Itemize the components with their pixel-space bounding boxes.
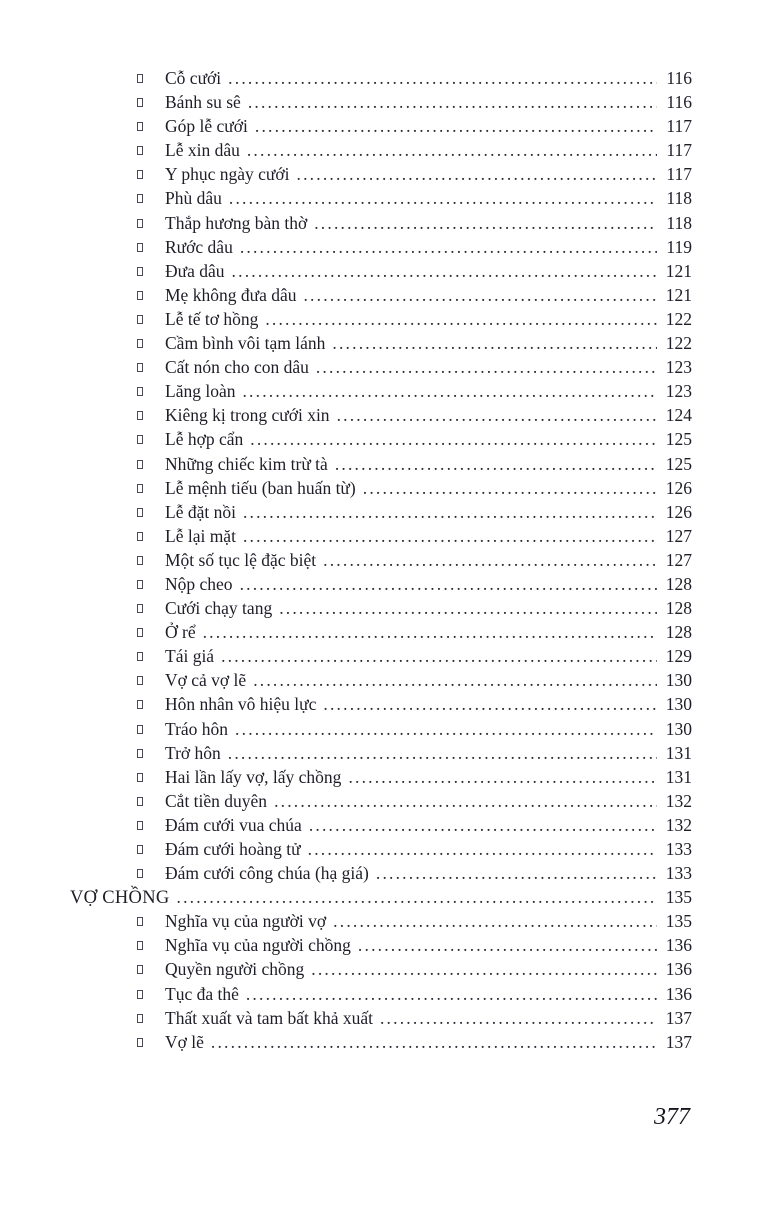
- square-bullet-icon: [137, 309, 165, 330]
- toc-row: [70, 164, 692, 188]
- toc-item-title: Ở rể: [165, 622, 196, 643]
- toc-item-page: 132: [665, 790, 692, 811]
- square-bullet-icon: [137, 285, 165, 306]
- toc-item-page: 122: [665, 308, 692, 329]
- page-number: 377: [654, 1104, 690, 1130]
- toc-row: [70, 670, 692, 694]
- dot-leader: [211, 1032, 657, 1053]
- toc-row: [70, 574, 692, 598]
- square-bullet-icon: [137, 719, 165, 740]
- toc-item-page: 135: [665, 887, 692, 908]
- toc-row: [70, 140, 692, 164]
- dot-leader: [309, 815, 657, 836]
- toc-row: [70, 694, 692, 718]
- square-bullet-icon: [137, 140, 165, 161]
- toc-item-page: 125: [665, 453, 692, 474]
- toc-item-title: Nộp cheo: [165, 573, 233, 594]
- toc-item-page: 117: [666, 116, 692, 137]
- toc-row: [70, 116, 692, 140]
- square-bullet-icon: [137, 598, 165, 619]
- toc-row: [70, 911, 692, 935]
- toc-row: [70, 984, 692, 1008]
- dot-leader: [228, 743, 657, 764]
- dot-leader: [279, 598, 657, 619]
- toc-row: [70, 478, 692, 502]
- dot-leader: [255, 116, 657, 137]
- toc-row: [70, 863, 692, 887]
- toc-row: [70, 598, 692, 622]
- toc-row: [70, 1008, 692, 1032]
- toc-item-title: Đám cưới vua chúa: [165, 814, 302, 835]
- square-bullet-icon: [137, 357, 165, 378]
- toc-item-title: Phù dâu: [165, 188, 222, 209]
- toc-row: [70, 1032, 692, 1056]
- dot-leader: [240, 237, 657, 258]
- dot-leader: [203, 622, 657, 643]
- square-bullet-icon: [137, 405, 165, 426]
- dot-leader: [358, 935, 657, 956]
- toc-item-page: 133: [665, 863, 692, 884]
- toc-item-page: 123: [665, 381, 692, 402]
- toc-item-title: Hai lần lấy vợ, lấy chồng: [165, 766, 342, 787]
- toc-row: [70, 237, 692, 261]
- toc-item-title: Vợ cả vợ lẽ: [165, 670, 247, 691]
- toc-item-page: 127: [665, 525, 692, 546]
- square-bullet-icon: [137, 1008, 165, 1029]
- dot-leader: [243, 526, 657, 547]
- dot-leader: [177, 887, 657, 908]
- toc-row: [70, 285, 692, 309]
- toc-item-page: 128: [665, 622, 692, 643]
- toc-item-page: 130: [665, 670, 692, 691]
- dot-leader: [228, 68, 657, 89]
- square-bullet-icon: [137, 935, 165, 956]
- square-bullet-icon: [137, 646, 165, 667]
- square-bullet-icon: [137, 743, 165, 764]
- square-bullet-icon: [137, 478, 165, 499]
- dot-leader: [246, 984, 657, 1005]
- square-bullet-icon: [137, 694, 165, 715]
- dot-leader: [363, 478, 657, 499]
- toc-item-title: Kiêng kị trong cưới xin: [165, 405, 330, 426]
- toc-item-title: Lăng loàn: [165, 381, 236, 402]
- toc-item-page: 124: [665, 405, 692, 426]
- toc-row: [70, 959, 692, 983]
- dot-leader: [248, 92, 657, 113]
- square-bullet-icon: [137, 92, 165, 113]
- toc-item-title: Cất nón cho con dâu: [165, 357, 309, 378]
- toc-item-title: Thắp hương bàn thờ: [165, 212, 308, 233]
- toc-item-title: Góp lễ cưới: [165, 116, 248, 137]
- toc-item-page: 130: [665, 694, 692, 715]
- square-bullet-icon: [137, 550, 165, 571]
- toc-row: [70, 454, 692, 478]
- toc-item-page: 119: [666, 236, 692, 257]
- dot-leader: [229, 188, 657, 209]
- square-bullet-icon: [137, 502, 165, 523]
- toc-row: [70, 526, 692, 550]
- square-bullet-icon: [137, 574, 165, 595]
- dot-leader: [323, 550, 657, 571]
- toc-item-title: Lễ đặt nồi: [165, 501, 236, 522]
- toc-row: [70, 622, 692, 646]
- square-bullet-icon: [137, 526, 165, 547]
- toc-item-title: Cỗ cưới: [165, 68, 222, 88]
- toc-item-page: 117: [666, 164, 692, 185]
- square-bullet-icon: [137, 1032, 165, 1053]
- toc-item-page: 126: [665, 477, 692, 498]
- toc-row: [70, 815, 692, 839]
- toc-row: [70, 839, 692, 863]
- dot-leader: [250, 429, 657, 450]
- toc-row: [70, 791, 692, 815]
- square-bullet-icon: [137, 116, 165, 137]
- toc-row: [70, 333, 692, 357]
- toc-item-title: Đám cưới hoàng tử: [165, 839, 301, 859]
- toc-item-page: 116: [666, 68, 692, 88]
- toc-row: [70, 68, 692, 92]
- toc-item-page: 136: [665, 959, 692, 980]
- toc-item-title: Nghĩa vụ của người vợ: [165, 911, 327, 932]
- dot-leader: [376, 863, 657, 884]
- dot-leader: [247, 140, 657, 161]
- toc-item-page: 128: [665, 573, 692, 594]
- square-bullet-icon: [137, 237, 165, 258]
- dot-leader: [323, 694, 657, 715]
- toc-item-page: 131: [665, 742, 692, 763]
- toc-item-page: 132: [665, 814, 692, 835]
- toc-item-title: Trở hôn: [165, 742, 221, 763]
- toc-row: [70, 719, 692, 743]
- square-bullet-icon: [137, 68, 165, 89]
- toc-item-title: Hôn nhân vô hiệu lực: [165, 694, 317, 715]
- square-bullet-icon: [137, 959, 165, 980]
- toc-row: [70, 92, 692, 116]
- dot-leader: [240, 574, 657, 595]
- dot-leader: [348, 767, 657, 788]
- toc-item-title: VỢ CHỒNG: [70, 888, 170, 909]
- toc-item-page: 125: [665, 429, 692, 450]
- toc-item-page: 136: [665, 935, 692, 956]
- dot-leader: [308, 839, 657, 860]
- square-bullet-icon: [137, 670, 165, 691]
- dot-leader: [333, 911, 657, 932]
- toc-item-title: Cầm bình vôi tạm lánh: [165, 333, 326, 354]
- toc-item-title: Cắt tiền duyên: [165, 790, 268, 811]
- toc-item-page: 118: [666, 212, 692, 233]
- toc-row: [70, 502, 692, 526]
- toc-row: [70, 429, 692, 453]
- dot-leader: [311, 959, 657, 980]
- toc-item-page: 121: [665, 284, 692, 305]
- dot-leader: [297, 164, 657, 185]
- toc-row: [70, 357, 692, 381]
- toc-row: [70, 743, 692, 767]
- square-bullet-icon: [137, 911, 165, 932]
- toc-item-title: Lễ hợp cẩn: [165, 429, 244, 450]
- toc-item-page: 128: [665, 598, 692, 619]
- toc-item-title: Nghĩa vụ của người chồng: [165, 935, 351, 956]
- toc-row: [70, 381, 692, 405]
- dot-leader: [314, 213, 657, 234]
- toc-item-title: Mẹ không đưa dâu: [165, 284, 297, 305]
- dot-leader: [235, 719, 657, 740]
- square-bullet-icon: [137, 261, 165, 282]
- toc-row: [70, 646, 692, 670]
- toc-item-title: Vợ lẽ: [165, 1031, 204, 1052]
- dot-leader: [265, 309, 657, 330]
- toc-item-title: Quyền người chồng: [165, 959, 305, 980]
- square-bullet-icon: [137, 381, 165, 402]
- square-bullet-icon: [137, 622, 165, 643]
- toc-item-page: 127: [665, 549, 692, 570]
- toc-item-title: Lễ mệnh tiếu (ban huấn từ): [165, 477, 356, 498]
- dot-leader: [232, 261, 657, 282]
- square-bullet-icon: [137, 188, 165, 209]
- toc-item-title: Rước dâu: [165, 236, 233, 257]
- toc-item-page: 123: [665, 357, 692, 378]
- square-bullet-icon: [137, 213, 165, 234]
- toc-item-title: Tái giá: [165, 646, 215, 667]
- dot-leader: [337, 405, 657, 426]
- dot-leader: [335, 454, 657, 475]
- square-bullet-icon: [137, 863, 165, 884]
- square-bullet-icon: [137, 815, 165, 836]
- toc-item-title: Thất xuất và tam bất khả xuất: [165, 1007, 373, 1028]
- toc-row: [70, 261, 692, 285]
- toc-list: [70, 68, 692, 1056]
- toc-item-page: 137: [665, 1007, 692, 1028]
- toc-item-page: 129: [665, 646, 692, 667]
- toc-row: [70, 767, 692, 791]
- dot-leader: [253, 670, 657, 691]
- toc-item-title: Tráo hôn: [165, 718, 229, 739]
- square-bullet-icon: [137, 333, 165, 354]
- toc-row: [70, 935, 692, 959]
- toc-item-page: 117: [666, 140, 692, 161]
- toc-item-page: 131: [665, 766, 692, 787]
- toc-item-page: 137: [665, 1031, 692, 1052]
- toc-item-page: 116: [666, 92, 692, 113]
- dot-leader: [303, 285, 657, 306]
- dot-leader: [274, 791, 657, 812]
- dot-leader: [221, 646, 657, 667]
- toc-row: [70, 550, 692, 574]
- dot-leader: [242, 381, 657, 402]
- toc-item-title: Đưa dâu: [165, 260, 225, 281]
- square-bullet-icon: [137, 164, 165, 185]
- toc-item-title: Lễ tế tơ hồng: [165, 308, 259, 329]
- toc-row: [70, 188, 692, 212]
- toc-item-title: Bánh su sê: [165, 92, 241, 113]
- toc-item-title: Lễ xin dâu: [165, 140, 240, 161]
- toc-row: [70, 213, 692, 237]
- toc-row: [70, 405, 692, 429]
- toc-item-title: Đám cưới công chúa (hạ giá): [165, 863, 369, 884]
- toc-item-page: 126: [665, 501, 692, 522]
- toc-item-page: 136: [665, 983, 692, 1004]
- toc-item-title: Y phục ngày cưới: [165, 164, 290, 185]
- dot-leader: [243, 502, 657, 523]
- dot-leader: [316, 357, 657, 378]
- toc-item-page: 135: [665, 911, 692, 932]
- toc-row: [70, 309, 692, 333]
- square-bullet-icon: [137, 767, 165, 788]
- square-bullet-icon: [137, 429, 165, 450]
- square-bullet-icon: [137, 791, 165, 812]
- toc-item-page: 118: [666, 188, 692, 209]
- toc-item-title: Cưới chạy tang: [165, 598, 273, 619]
- toc-item-page: 122: [665, 333, 692, 354]
- toc-item-page: 133: [665, 839, 692, 859]
- toc-item-page: 130: [665, 718, 692, 739]
- toc-row: [70, 887, 692, 911]
- toc-item-title: Những chiếc kim trừ tà: [165, 453, 328, 474]
- square-bullet-icon: [137, 839, 165, 860]
- square-bullet-icon: [137, 454, 165, 475]
- dot-leader: [380, 1008, 657, 1029]
- dot-leader: [332, 333, 657, 354]
- toc-item-title: Lễ lại mặt: [165, 525, 236, 546]
- square-bullet-icon: [137, 984, 165, 1005]
- toc-item-title: Một số tục lệ đặc biệt: [165, 549, 317, 570]
- toc-item-page: 121: [665, 260, 692, 281]
- toc-item-title: Tục đa thê: [165, 983, 239, 1004]
